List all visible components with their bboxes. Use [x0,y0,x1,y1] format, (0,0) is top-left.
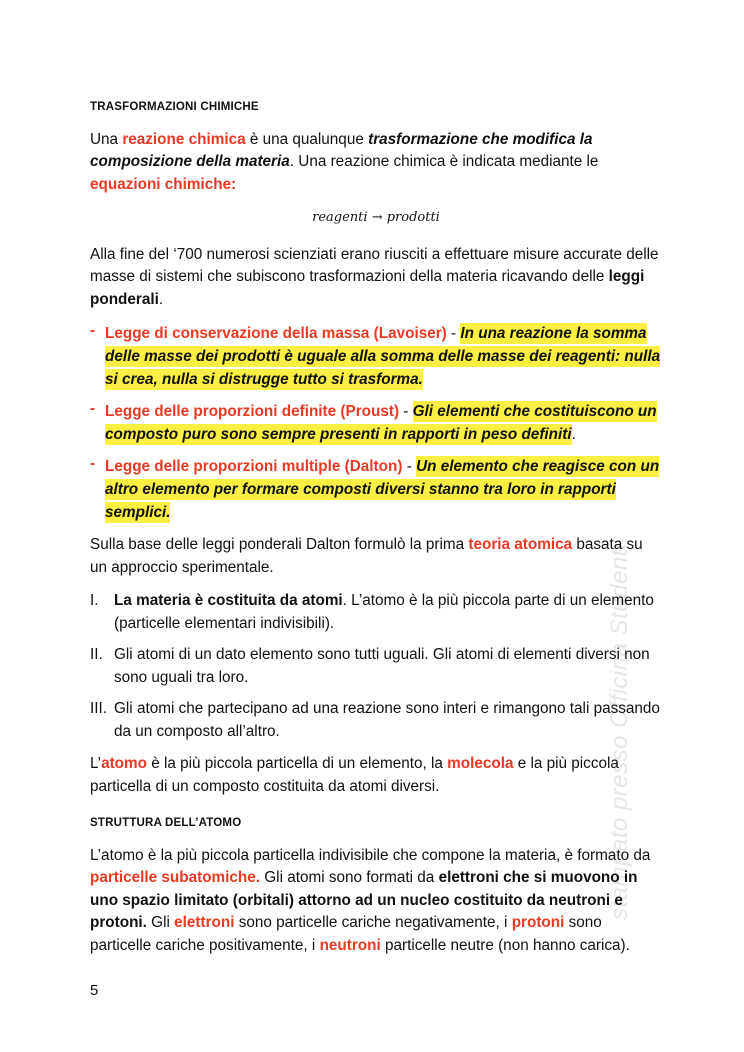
text: sono particelle cariche positivamente, i [90,914,602,954]
term-electrons: elettroni [174,914,235,931]
paragraph-ponderal-laws [90,244,662,312]
text: basata su un approccio sperimentale. [90,536,643,576]
text: . [158,290,164,308]
list-item-law [90,455,662,524]
separator: - [446,325,461,342]
laws-list [90,322,662,524]
text: Una [90,130,123,148]
section-title-chemical-transformations: TRASFORMAZIONI CHIMICHE [90,101,259,113]
text: è una qualunque [245,130,369,148]
list-item-law [90,400,662,446]
equation-reagents-products: reagenti → prodotti [312,210,440,225]
dash-bullet: - [90,400,96,417]
term-atomic-theory: teoria atomica [468,536,573,553]
dash-bullet: - [90,455,96,472]
section-title-atom-structure: STRUTTURA DELL’ATOMO [90,817,242,829]
law-highlight: In una reazione la somma delle masse dei prodotti è uguale alla somma delle masse dei reagenti: nulla si crea, nulla si distrugge tutto si trasforma. [105,325,661,388]
law-name: Legge delle proporzioni definite (Proust) [105,403,400,420]
term-neutrons: neutroni [319,936,381,954]
text: e la più piccola particella di un composto costituita da atomi diversi. [90,755,619,795]
postulate-text: . L’atomo è la più piccola parte di un elemento (particelle elementari indivisibili). [114,592,654,632]
term-ponderal-laws: leggi ponderali [90,268,645,308]
page-content [90,96,662,968]
text: particelle neutre (non hanno carica). [380,936,630,954]
text: Gli atomi sono formati da [260,869,439,886]
page-number: 5 [90,982,99,999]
term-atom: atomo [101,755,147,772]
definition-emphasis: trasformazione che modifica la composizione della materia [90,130,593,170]
roman-numeral: I. [90,592,99,609]
list-item-postulate [90,590,662,635]
roman-numeral: II. [90,646,103,663]
postulate-text: Gli atomi di un dato elemento sono tutti uguali. Gli atomi di elementi diversi non sono uguali tra loro. [114,646,650,686]
law-highlight: Gli elementi che costituiscono un composto puro sono sempre presenti in rapporti in peso definiti [105,403,657,443]
roman-numeral: III. [90,700,107,717]
law-name: Legge delle proporzioni multiple (Dalton) [105,458,403,475]
text: è la più piccola particella di un elemento, la [146,755,448,772]
term-molecule: molecola [447,755,514,772]
separator: - [402,458,417,475]
theory-list [90,590,662,743]
text: . Una reazione chimica è indicata mediante le [289,153,599,170]
text: L’ [90,755,102,772]
term-subatomic-particles: particelle subatomiche. [90,869,261,886]
postulate-bold: La materia è costituita da atomi [114,592,343,609]
paragraph-atom-structure [90,845,662,958]
paragraph-atomic-theory [90,534,662,579]
law-highlight: Un elemento che reagisce con un altro elemento per formare composti diversi stanno tra loro in rapporti semplici. [105,458,660,521]
dash-bullet: - [90,322,96,339]
electrons-description: elettroni che si muovono in uno spazio limitato (orbitali) attorno ad un nucleo costituito da neutroni e protoni. [90,869,638,931]
list-item-law [90,322,662,391]
paragraph-atom-molecule [90,753,662,798]
postulate-text: Gli atomi che partecipano ad una reazione sono interi e rimangono tali passando da un composto all’altro. [114,700,660,740]
text: Gli [146,914,175,931]
term-protons: protoni [511,914,565,931]
text: sono particelle cariche negativamente, i [234,914,512,931]
text: Alla fine del ‘700 numerosi scienziati erano riusciti a effettuare misure accurate delle masse di sistemi che subiscono trasformazioni della materia ricavando delle [90,245,659,285]
law-name: Legge di conservazione della massa (Lavoiser) [105,325,447,342]
text: L’atomo è la più piccola particella indivisibile che compone la materia, è formato da [90,846,651,864]
watermark: stampato presso Officina Studenti [606,543,633,920]
text: Sulla base delle leggi ponderali Dalton formulò la prima [90,536,469,553]
list-item-postulate [90,644,662,689]
separator: - [399,403,413,420]
text: . [571,426,576,443]
paragraph-chemical-reaction [90,129,662,197]
term-chemical-equations: equazioni chimiche: [90,175,237,193]
list-item-postulate [90,698,662,743]
term-chemical-reaction: reazione chimica [122,130,246,148]
